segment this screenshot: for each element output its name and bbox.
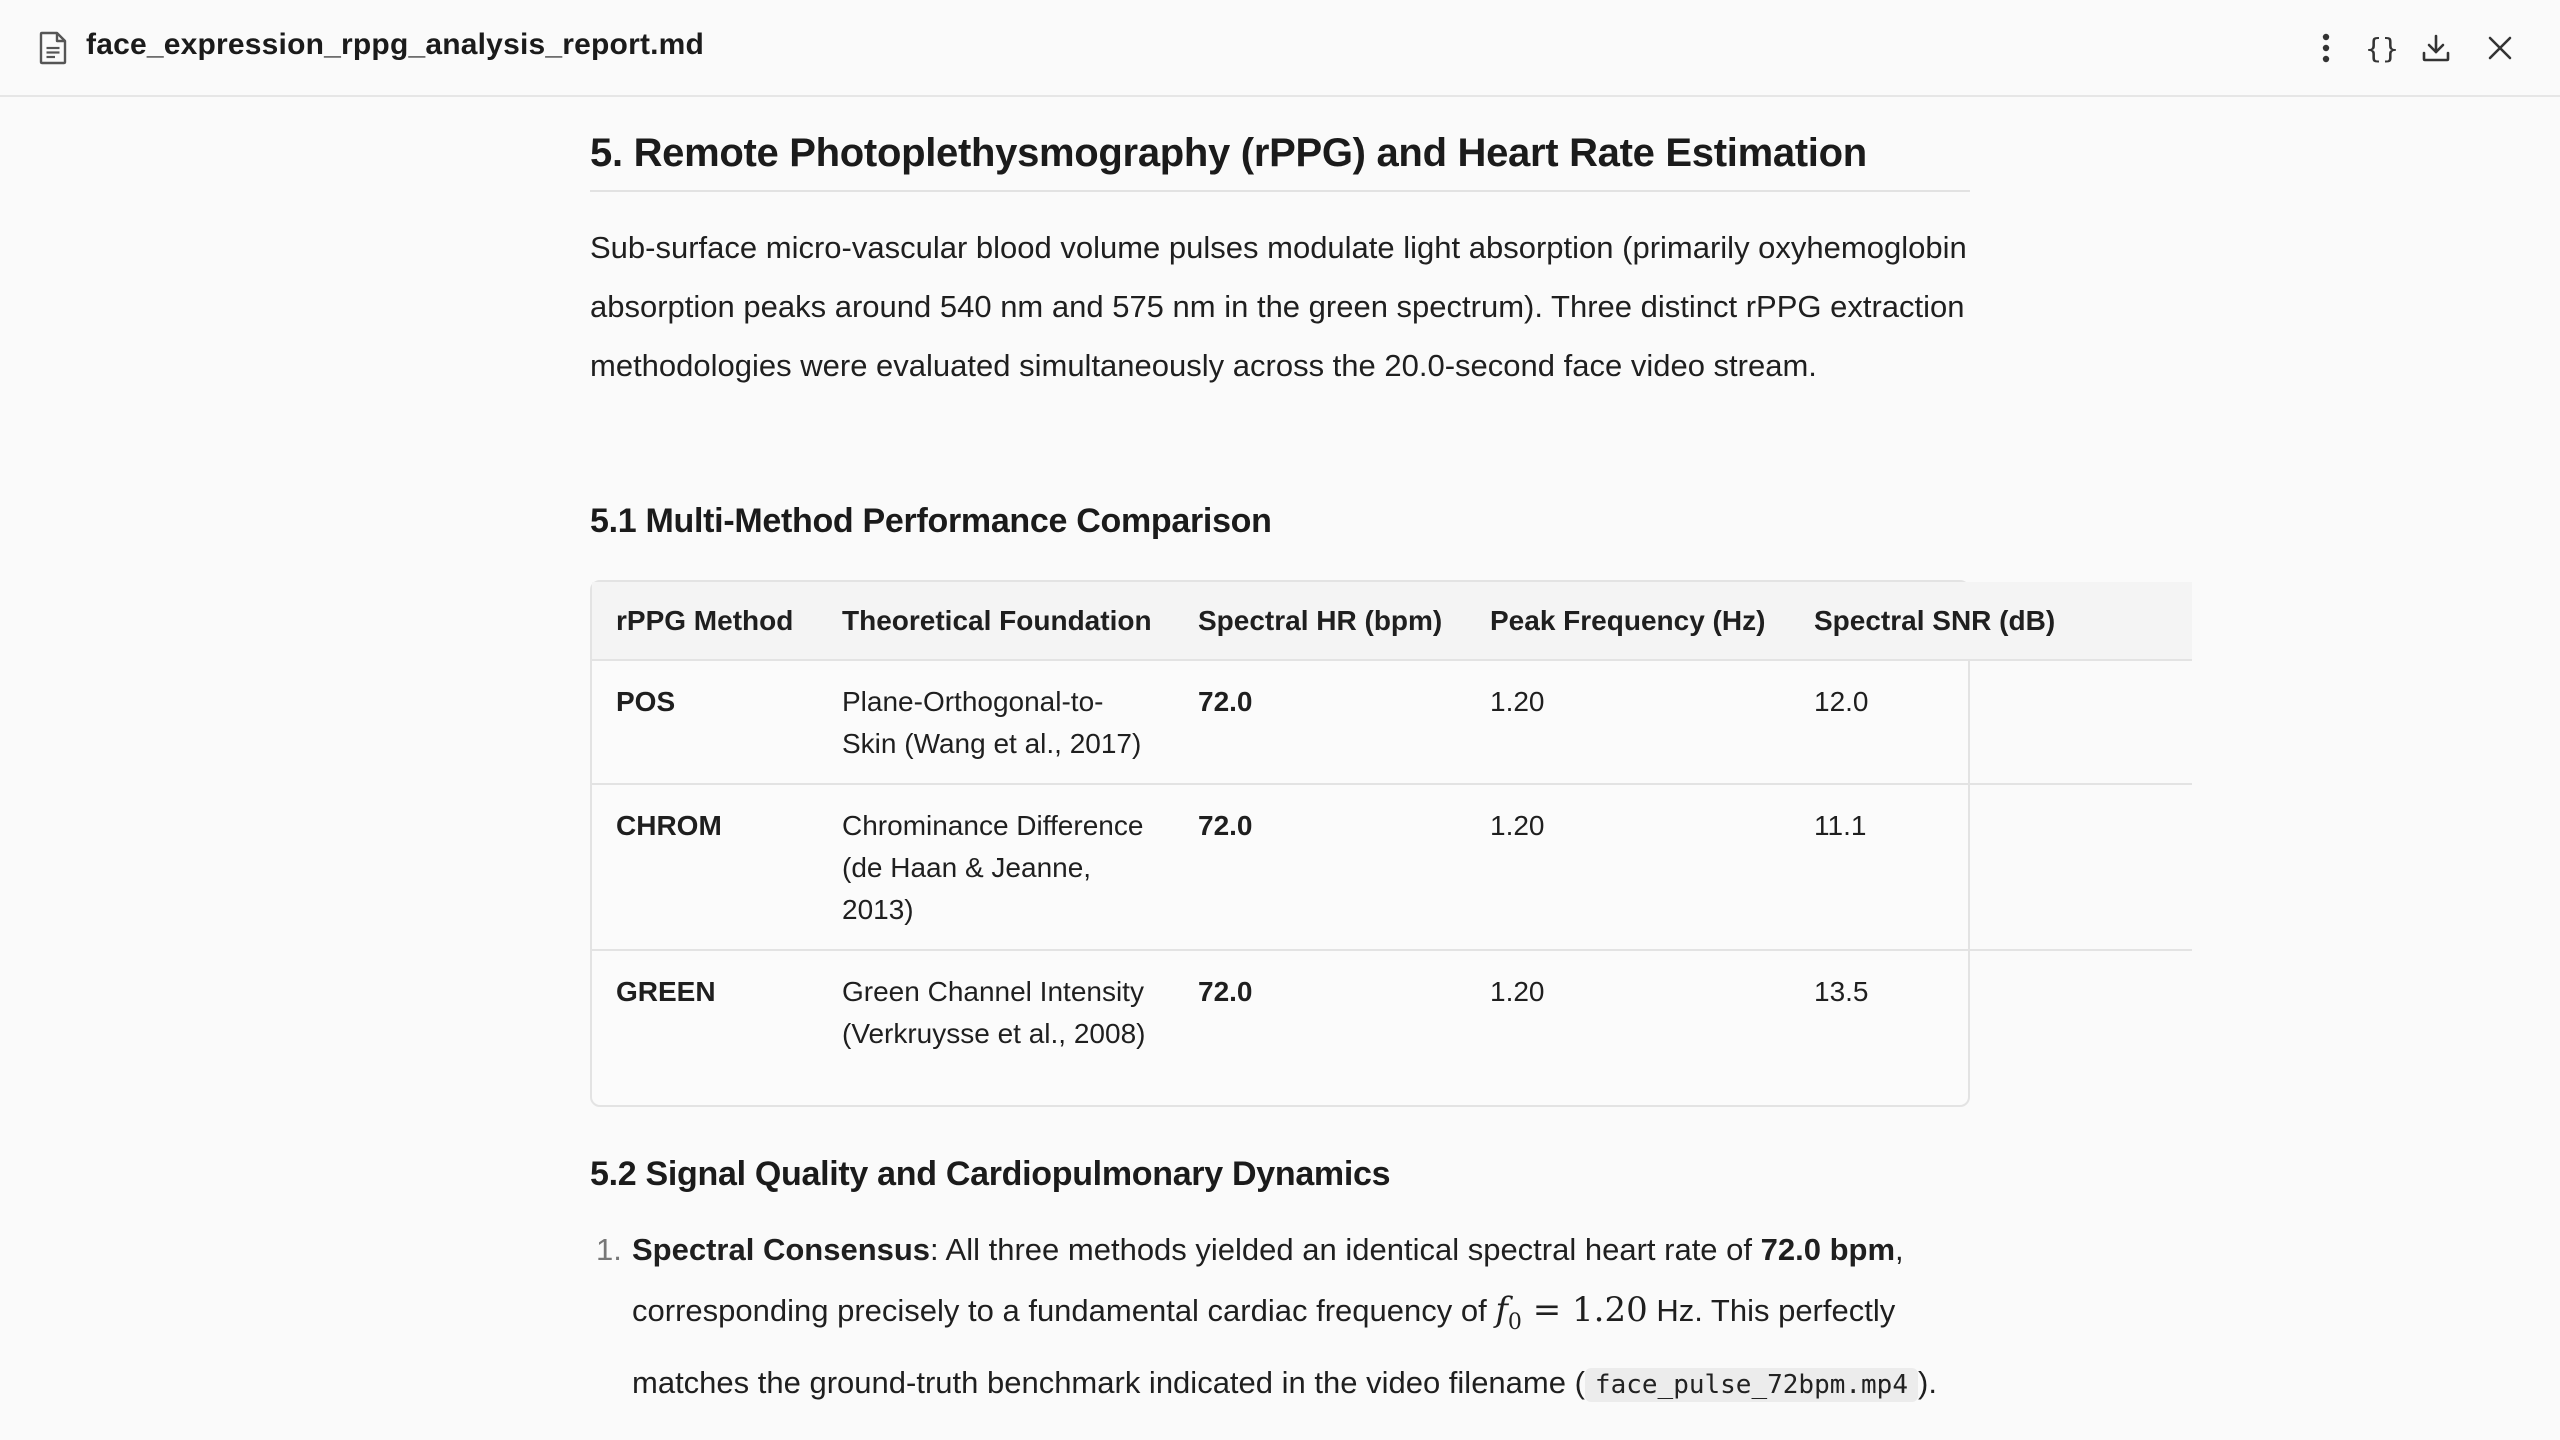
- inline-code-filename: face_pulse_72bpm.mp4: [1585, 1368, 1918, 1402]
- foundation-cell: Plane-Orthogonal-to-Skin (Wang et al., 2017): [842, 686, 1142, 759]
- table-header-cell: rPPG Method: [616, 604, 794, 636]
- math-subscript: 0: [1507, 1309, 1522, 1335]
- finding-value: 72.0 bpm: [1760, 1232, 1896, 1267]
- method-cell: POS: [616, 686, 676, 717]
- table-row: [592, 660, 2192, 784]
- braces-icon: {}: [2365, 31, 2399, 65]
- finding-title: Spectral Consensus: [632, 1232, 931, 1267]
- table-header-cell: Spectral SNR (dB): [1814, 604, 2056, 636]
- table-row: [592, 784, 2192, 950]
- intro-paragraph: Sub-surface micro-vascular blood volume pulses modulate light absorption (primarily oxyhemoglobin absorption peaks around 540 nm and 575 nm in the green spectrum). Three distinct rPPG extraction methodologies were evaluated simultaneously across the 20.0-second face video stream.: [590, 230, 1967, 383]
- table-header-cell: Peak Frequency (Hz): [1490, 604, 1766, 636]
- list-number: 1.: [596, 1232, 622, 1267]
- file-icon: [38, 31, 68, 65]
- frequency-cell: 1.20: [1490, 686, 1545, 717]
- snr-cell: 12.0: [1814, 686, 1869, 717]
- hr-cell: 72.0: [1198, 976, 1253, 1007]
- math-value: = 1.20: [1521, 1290, 1648, 1330]
- document-body: [590, 97, 2056, 1440]
- frequency-cell: 1.20: [1490, 810, 1545, 841]
- file-name: face_expression_rppg_analysis_report.md: [86, 28, 705, 61]
- more-vertical-icon: [2321, 33, 2331, 63]
- finding-text: ).: [1918, 1364, 1937, 1400]
- foundation-cell: Chrominance Difference (de Haan & Jeanne, 2013): [842, 810, 1144, 925]
- table-header-row: [592, 582, 2192, 660]
- subsection-title-comparison: 5.1 Multi-Method Performance Comparison: [590, 502, 1272, 540]
- finding-text: Hz. This perfectly matches the ground-truth benchmark indicated in the video filename (: [632, 1293, 1896, 1400]
- table-header-cell: Theoretical Foundation: [842, 604, 1152, 636]
- comparison-table-container[interactable]: [590, 580, 2056, 1107]
- view-source-button[interactable]: [2356, 22, 2408, 74]
- table-header-cell: Spectral HR (bpm): [1198, 604, 1443, 636]
- foundation-cell: Green Channel Intensity (Verkruysse et al., 2008): [842, 976, 1146, 1049]
- download-icon: [2420, 32, 2452, 64]
- hr-cell: 72.0: [1198, 686, 1253, 717]
- list-item: [590, 1220, 1970, 1415]
- findings-list: [590, 1220, 1970, 1415]
- comparison-table: [592, 582, 2192, 1112]
- math-expression: [1495, 1290, 1648, 1335]
- section-title: 5. Remote Photoplethysmography (rPPG) and Heart Rate Estimation: [590, 131, 1970, 192]
- document-header: [0, 0, 2560, 97]
- subsection-title-signal-quality: 5.2 Signal Quality and Cardiopulmonary Dynamics: [590, 1155, 1391, 1193]
- hr-cell: 72.0: [1198, 810, 1253, 841]
- method-cell: CHROM: [616, 810, 722, 841]
- method-cell: GREEN: [616, 976, 716, 1007]
- snr-cell: 11.1: [1814, 810, 1867, 841]
- table-row: [592, 950, 2192, 1112]
- finding-text: : All three methods yielded an identical spectral heart rate of: [930, 1232, 1761, 1267]
- math-variable: f: [1495, 1290, 1508, 1330]
- frequency-cell: 1.20: [1490, 976, 1545, 1007]
- more-options-button[interactable]: [2300, 22, 2352, 74]
- close-button[interactable]: [2474, 22, 2526, 74]
- finding-text: , corresponding precisely to a fundamental cardiac frequency of: [632, 1232, 1904, 1328]
- snr-cell: 13.5: [1814, 976, 1869, 1007]
- close-icon: [2487, 35, 2513, 61]
- download-button[interactable]: [2410, 22, 2462, 74]
